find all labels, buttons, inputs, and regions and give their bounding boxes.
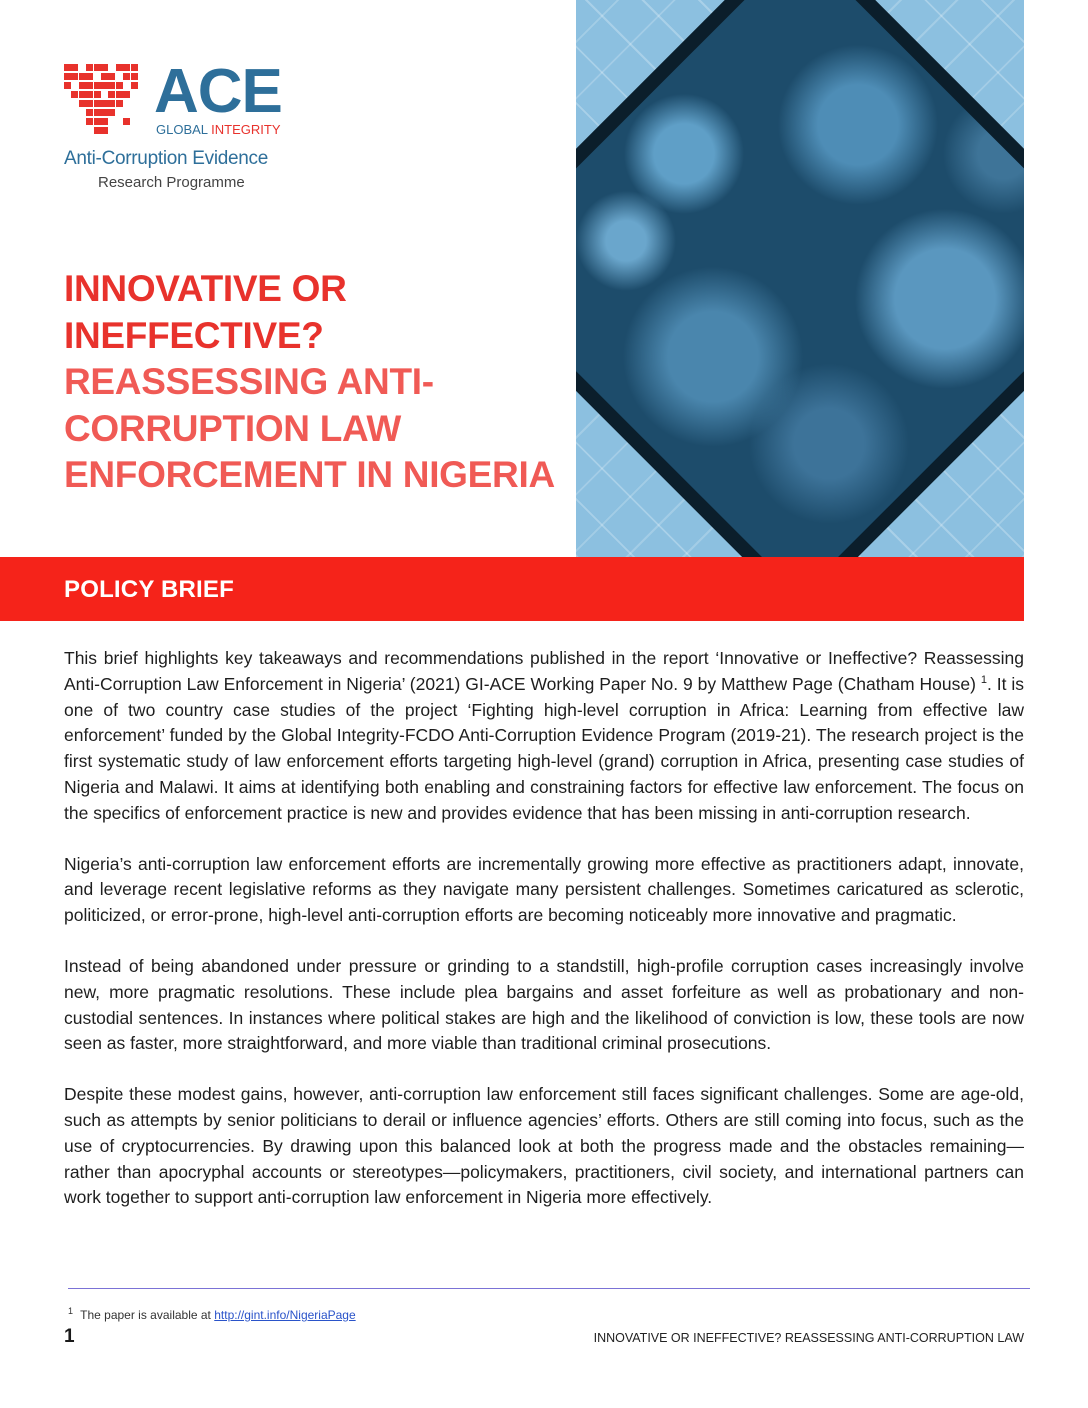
- body-text: [64, 646, 1024, 1236]
- running-title: INNOVATIVE OR INEFFECTIVE? REASSESSING ANTI-CORRUPTION LAW: [593, 1331, 1024, 1345]
- paragraph-3: Instead of being abandoned under pressure or grinding to a standstill, high-profile corruption cases increasingly involve new, more pragmatic resolutions. These include plea bargains and asset forfeiture as well as probationary and non-custodial sentences. In instances where political stakes are high and the likelihood of conviction is low, these tools are now seen as faster, more straightforward, and more viable than traditional criminal prosecutions.: [64, 955, 1024, 1054]
- paragraph-2: Nigeria’s anti-corruption law enforcement efforts are incrementally growing more effective as practitioners adapt, innovate, and leverage recent legislative reforms as they navigate many persistent challenges. Sometimes caricatured as sclerotic, politicized, or error-prone, high-level anti-corruption efforts are becoming noticeably more innovative and pragmatic.: [64, 853, 1024, 926]
- logo-full-name: Anti-Corruption Evidence: [64, 148, 269, 169]
- logo-org-name: [156, 122, 281, 137]
- footnote-link[interactable]: http://gint.info/NigeriaPage: [214, 1308, 356, 1322]
- cover-photo: [576, 0, 1024, 557]
- paragraph-4: Despite these modest gains, however, anti-corruption law enforcement still faces significant challenges. Some are age-old, such as attempts by senior politicians to derail or influence agencies’ efforts. Others are still coming into focus, such as the use of cryptocurrencies. By drawing upon this balanced look at both the progress made and the obstacles remaining—rather than apocryphal accounts or stereotypes—policymakers, practitioners, civil society, and international partners can work together to support anti-corruption law enforcement in Nigeria more effectively.: [64, 1084, 1024, 1208]
- paragraph-1-start: This brief highlights key takeaways and recommendations published in the report ‘Innovative or Ineffective? Reassessing Anti-Corruption Law Enforcement in Nigeria’ (2021) GI-ACE Working Paper No. 9 by Matthew Page (Chatham House): [64, 648, 1024, 694]
- paragraph-1: [64, 646, 1024, 827]
- document-title: [64, 266, 574, 499]
- footnote-text: The paper is available at: [80, 1308, 211, 1322]
- page-number: 1: [64, 1326, 75, 1347]
- logo-acronym: ACE: [154, 57, 282, 126]
- logo-programme: Research Programme: [98, 174, 245, 191]
- policy-brief-banner: [0, 557, 1024, 621]
- logo-org-suffix: INTEGRITY: [211, 122, 281, 137]
- paragraph-1-end: . It is one of two country case studies of the project ‘Fighting high-level corruption in Africa: Learning from effective law enforcement’ funded by the Global Integrity-FCDO Anti-Corruption Evidence Program (2019-21). The research project is the first systematic study of law enforcement efforts targeting high-level (grand) corruption in Africa, presenting case studies of Nigeria and Malawi. It aims at identifying both enabling and constraining factors for effective law enforcement. The focus on the specifics of enforcement practice is new and provides evidence that has been missing in anti-corruption research.: [64, 673, 1024, 823]
- ace-logo: [64, 57, 304, 194]
- title-part-1: INNOVATIVE OR INEFFECTIVE?: [64, 268, 347, 356]
- ace-pixel-mark-icon: [64, 64, 138, 138]
- footnote-divider: [68, 1288, 1030, 1289]
- logo-org-prefix: GLOBAL: [156, 122, 208, 137]
- title-part-2: REASSESSING ANTI-CORRUPTION LAW ENFORCEMENT IN NIGERIA: [64, 361, 555, 495]
- banner-label: POLICY BRIEF: [64, 576, 234, 603]
- footnote-number: 1: [68, 1306, 74, 1316]
- footnote: [68, 1306, 356, 1322]
- footnote-reference[interactable]: 1: [980, 673, 987, 686]
